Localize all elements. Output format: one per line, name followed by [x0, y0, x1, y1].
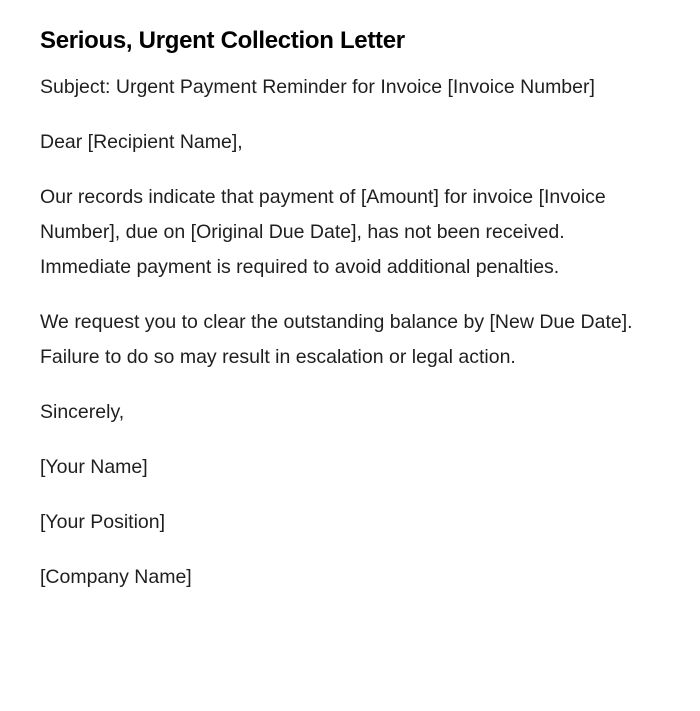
signature-position: [Your Position] — [40, 511, 166, 533]
closing: Sincerely, — [40, 401, 125, 423]
signature-company: [Company Name] — [40, 566, 192, 588]
signature-name: [Your Name] — [40, 456, 148, 478]
body-paragraph-new-due-date: We request you to clear the outstanding balance by [New Due Date]. Failure to do so may result in escalation or legal action. — [40, 311, 633, 368]
body-paragraph-payment-overdue: Our records indicate that payment of [Amount] for invoice [Invoice Number], due on [Original Due Date], has not been received. Immediate payment is required to avoid additional penalties. — [40, 186, 606, 278]
letter-title: Serious, Urgent Collection Letter — [40, 27, 405, 54]
subject-line: Subject: Urgent Payment Reminder for Invoice [Invoice Number] — [40, 76, 595, 98]
greeting: Dear [Recipient Name], — [40, 131, 243, 153]
letter-document — [40, 24, 660, 595]
